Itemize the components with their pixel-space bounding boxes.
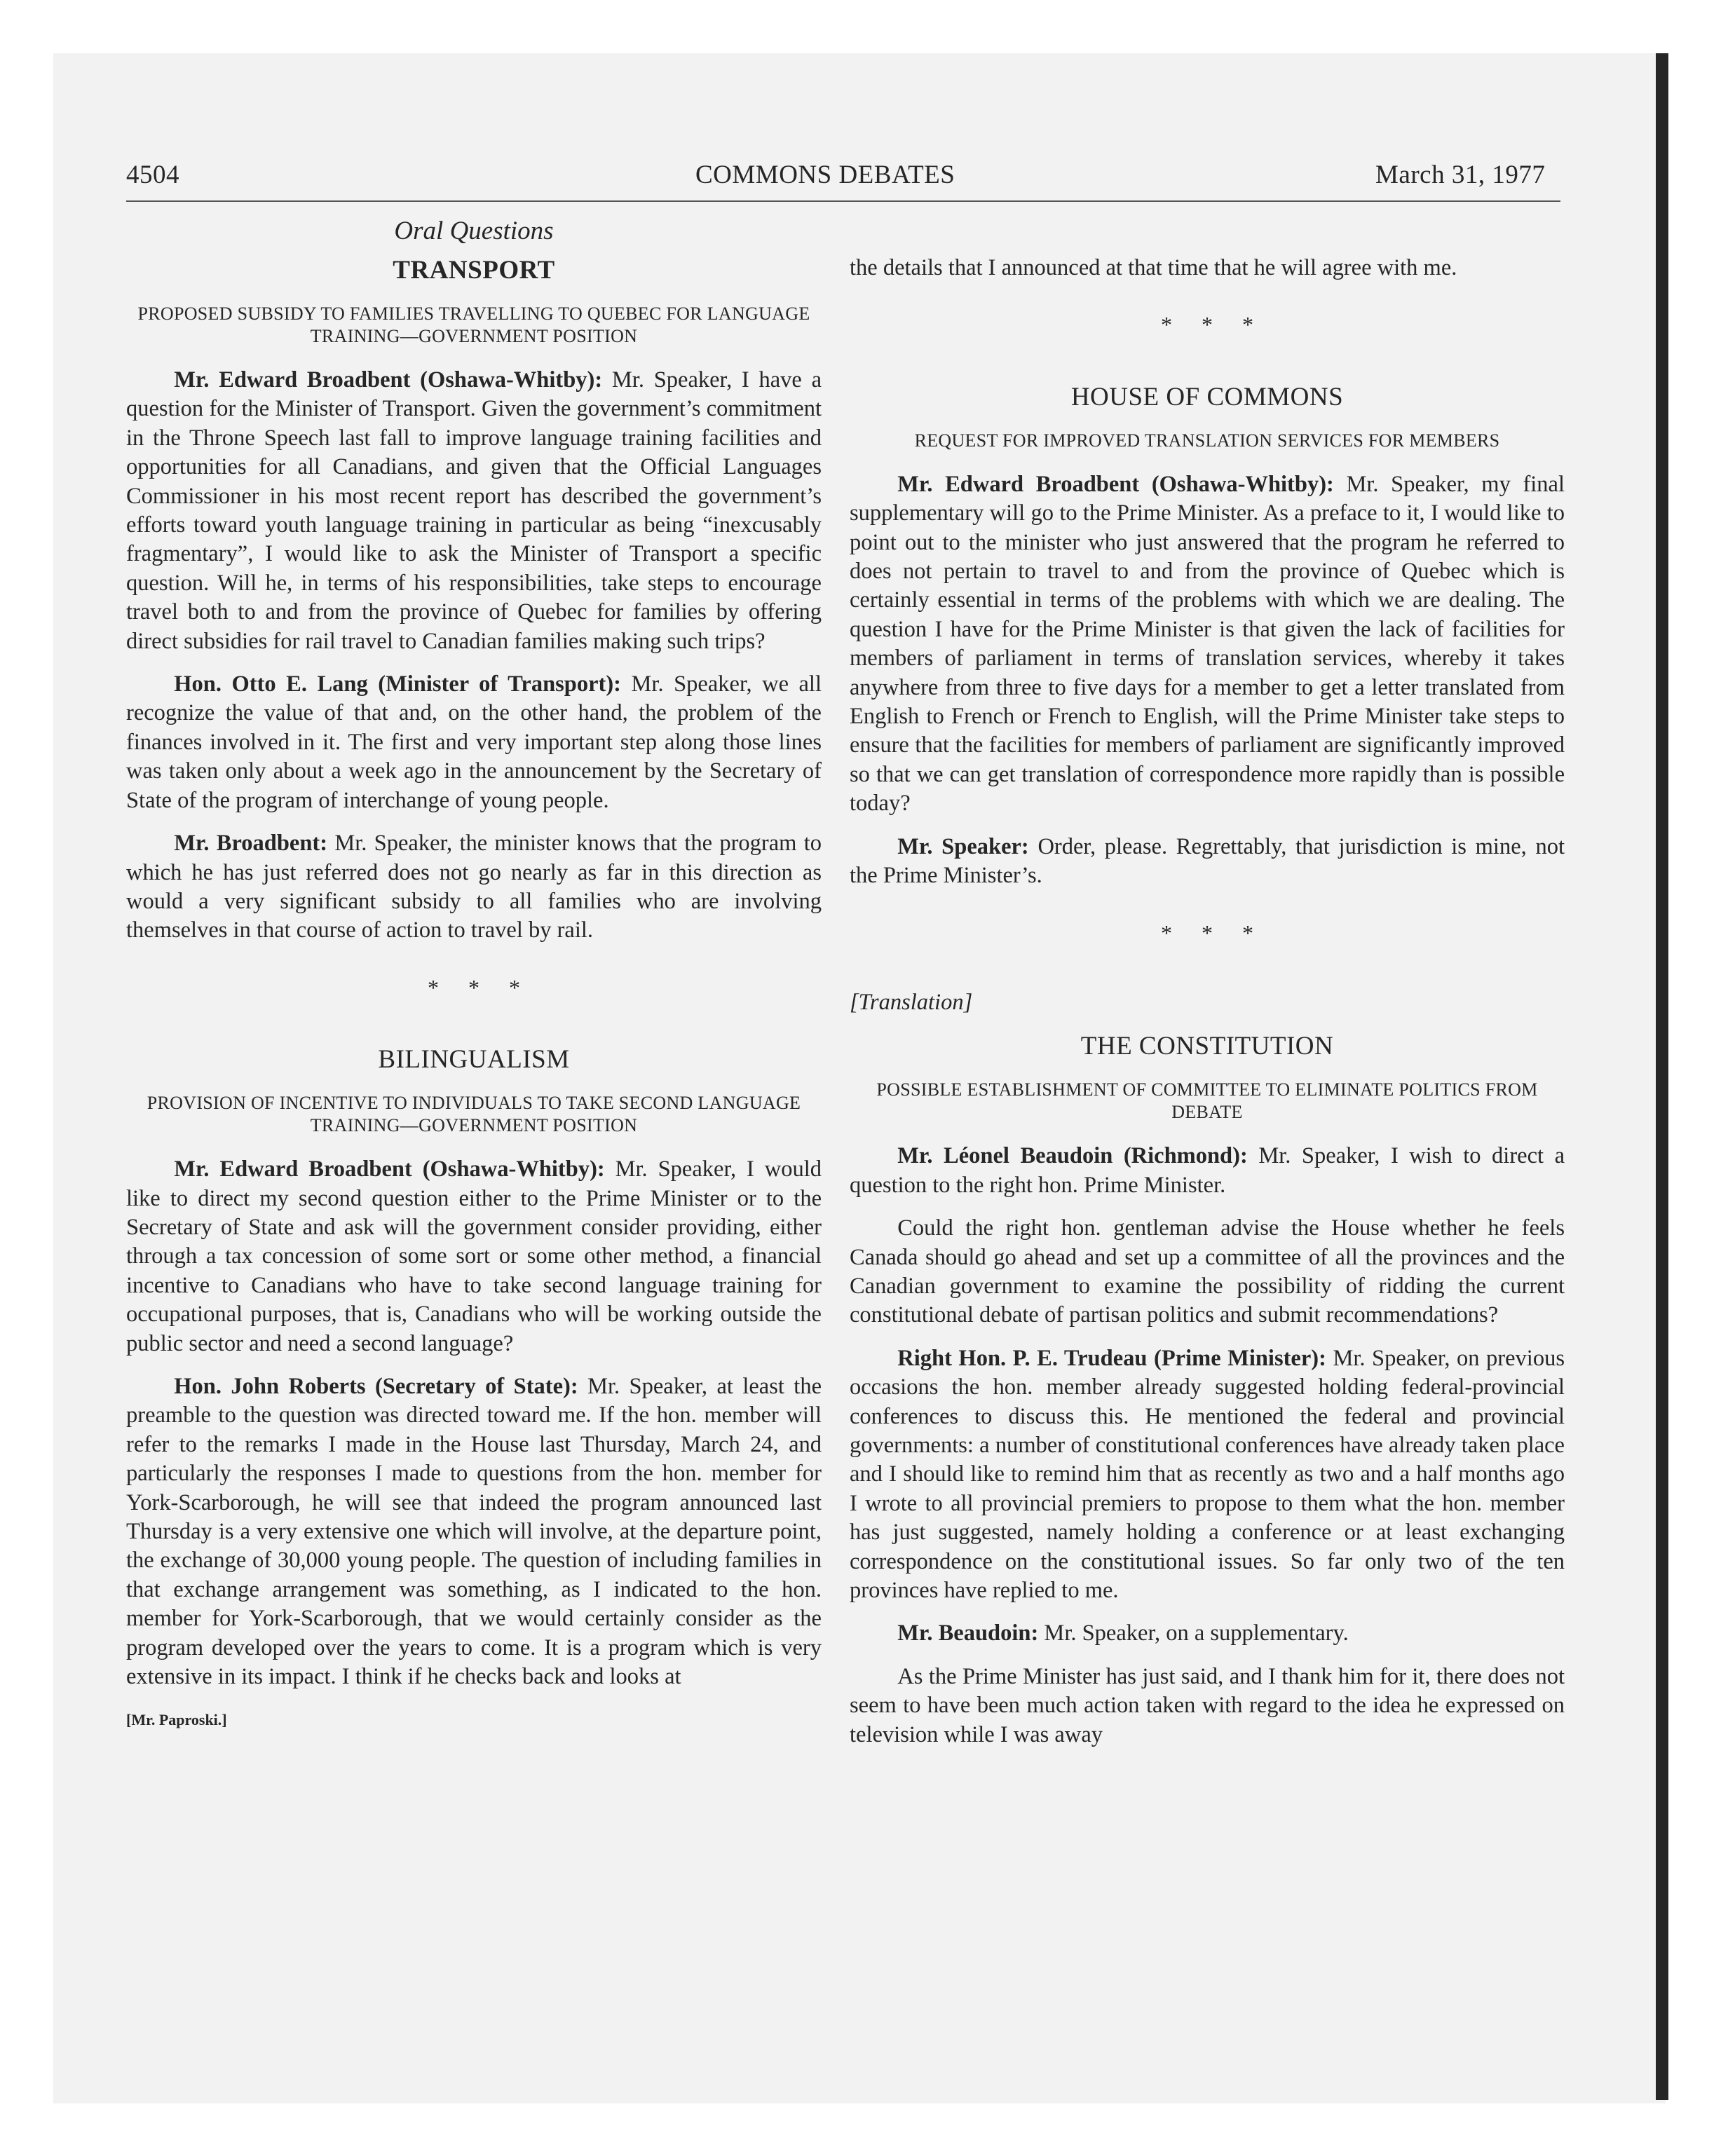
paragraph xyxy=(850,470,1565,819)
paragraph xyxy=(850,1142,1565,1200)
page-edge-shadow xyxy=(1656,53,1668,2100)
paragraph xyxy=(126,670,822,815)
paragraph xyxy=(126,366,822,656)
heading-house-of-commons: HOUSE OF COMMONS xyxy=(1070,382,1344,411)
paragraph xyxy=(850,833,1565,891)
subheading-translation-services: REQUEST FOR IMPROVED TRANSLATION SERVICES FOR MEMBERS xyxy=(914,430,1500,451)
speaker-name: Mr. Edward Broadbent (Oshawa-Whitby): xyxy=(174,1157,605,1182)
speaker-name: Mr. Speaker: xyxy=(897,833,1029,859)
section-separator: * * * xyxy=(428,974,520,1000)
speaker-name: Mr. Beaudoin: xyxy=(897,1621,1039,1646)
page-number: 4504 xyxy=(126,161,179,189)
subheading-bilingualism: PROVISION OF INCENTIVE TO INDIVIDUALS TO TAKE SECOND LANGUAGE TRAINING—GOVERNMENT POSITION xyxy=(147,1093,801,1136)
speech-text: Mr. Speaker, I wish to direct a question to the right hon. Prime Minister. xyxy=(850,1143,1565,1198)
speaker-name: Hon. John Roberts (Secretary of State): xyxy=(174,1373,578,1399)
speech-text: Mr. Speaker, we all recognize the value of that and, on the other hand, the problem of the finances involved in it. The first and very important step along those lines was taken only about a week ago in the announcement by the Secretary of State of the program of interchange of young people. xyxy=(126,671,822,813)
right-column xyxy=(850,254,1565,1763)
section-separator: * * * xyxy=(1161,920,1253,946)
speaker-name: Mr. Léonel Beaudoin (Richmond): xyxy=(897,1143,1248,1169)
heading-bilingualism: BILINGUALISM xyxy=(378,1045,570,1074)
speech-text: Mr. Speaker, my final supplementary will go to the Prime Minister. As a preface to it, I would like to point out to the minister who just answered that the program he referred to does not pertain to travel to and from the province of Quebec which is certainly essential in terms of the problems with which we are dealing. The question I have for the Prime Minister is that given the lack of facilities for members of parliament in terms of translation services, whereby it takes anywhere from three to five days for a member to get a letter translated from English to French or French to English, will the Prime Minister take steps to ensure that the facilities for members of parliament are significantly improved so that we can get translation of correspondence more rapidly than is possible today? xyxy=(850,471,1565,817)
speech-text: Mr. Speaker, at least the preamble to the question was directed toward me. If the hon. member will refer to the remarks I made in the House last Thursday, March 24, and particularly the responses I made to questions from the hon. member for York-Scarborough, he will see that indeed the program announced last Thursday is a very extensive one which will involve, at the departure point, the exchange of 30,000 young people. The question of including families in that exchange arrangement was something, as I indicated to the hon. member for York-Scarborough, that we would certainly consider as the program developed over the years to come. It is a program which is very extensive in its impact. I think if he checks back and looks at xyxy=(126,1373,822,1690)
paragraph xyxy=(126,829,822,946)
page-date: March 31, 1977 xyxy=(1375,161,1546,189)
left-column xyxy=(126,214,822,1735)
section-separator: * * * xyxy=(1161,312,1253,338)
header-rule xyxy=(126,200,1560,202)
speaker-name: Right Hon. P. E. Trudeau (Prime Minister): xyxy=(897,1345,1326,1371)
speech-text: Mr. Speaker, on a supplementary. xyxy=(1038,1621,1349,1646)
speech-text: Mr. Speaker, on previous occasions the hon. member already suggested holding federal-provincial conferences to discuss this. He mentioned the federal and provincial governments: a number of constitutional conferences have already taken place and I should like to remind him that as recently as two and a half months ago I wrote to all provincial premiers to propose to them what the hon. member has just suggested, namely holding a conference or at least exchanging correspondence on the constitutional issues. So far only two of the ten provinces have replied to me. xyxy=(850,1345,1565,1603)
subheading-constitution: POSSIBLE ESTABLISHMENT OF COMMITTEE TO ELIMINATE POLITICS FROM DEBATE xyxy=(876,1079,1538,1123)
paragraph: As the Prime Minister has just said, and I thank him for it, there does not seem to have been much action taken with regard to the idea he expressed on television while I was away xyxy=(850,1663,1565,1747)
subheading-transport: PROPOSED SUBSIDY TO FAMILIES TRAVELLING TO QUEBEC FOR LANGUAGE TRAINING—GOVERNMENT POSITION xyxy=(137,303,810,346)
speaker-footnote: [Mr. Paproski.] xyxy=(126,1711,227,1729)
section-category: Oral Questions xyxy=(394,217,554,245)
paragraph xyxy=(126,1372,822,1691)
speech-text: Mr. Speaker, the minister knows that the program to which he has just referred does not go nearly as far in this direction as would a very significant subsidy to all families who are involving themselves in that course of action to travel by rail. xyxy=(126,831,822,943)
heading-constitution: THE CONSTITUTION xyxy=(1080,1032,1334,1061)
paragraph xyxy=(126,1155,822,1358)
speaker-name: Mr. Broadbent: xyxy=(174,831,328,857)
paragraph xyxy=(850,1344,1565,1606)
speaker-name: Mr. Edward Broadbent (Oshawa-Whitby): xyxy=(897,471,1334,497)
speech-text: Mr. Speaker, I have a question for the Minister of Transport. Given the government’s commitment in the Throne Speech last fall to improve language training facilities and opportunities for all Canadians, and given that the Official Languages Commissioner in his most recent report has described the government’s efforts toward youth language training in particular as being “inexcusably fragmentary”, I would like to ask the Minister of Transport a specific question. Will he, in terms of his responsibilities, take steps to encourage travel both to and from the province of Quebec for families by offering direct subsidies for rail travel to Canadian families making such trips? xyxy=(126,367,822,654)
speech-text: Mr. Speaker, I would like to direct my second question either to the Prime Minister or to the Secretary of State and ask will the government consider providing, either through a tax concession of some sort or some other method, a financial incentive to Canadians who have to take second language training for occupational purposes, that is, Canadians who will be working outside the public sector and need a second language? xyxy=(126,1157,822,1356)
heading-transport: TRANSPORT xyxy=(393,256,555,285)
speech-text: Order, please. Regrettably, that jurisdiction is mine, not the Prime Minister’s. xyxy=(850,833,1565,889)
paragraph: Could the right hon. gentleman advise the House whether he feels Canada should go ahead and set up a committee of all the provinces and the Canadian government to examine the possibility of ridding the current constitutional debate of partisan politics and submit recommendations? xyxy=(850,1215,1565,1328)
publication-title: COMMONS DEBATES xyxy=(695,161,955,189)
speaker-name: Hon. Otto E. Lang (Minister of Transport): xyxy=(174,671,622,697)
paragraph-continued: the details that I announced at that time that he will agree with me. xyxy=(850,255,1457,280)
translation-marker: [Translation] xyxy=(850,989,973,1015)
paragraph xyxy=(850,1619,1565,1648)
speaker-name: Mr. Edward Broadbent (Oshawa-Whitby): xyxy=(174,367,603,393)
